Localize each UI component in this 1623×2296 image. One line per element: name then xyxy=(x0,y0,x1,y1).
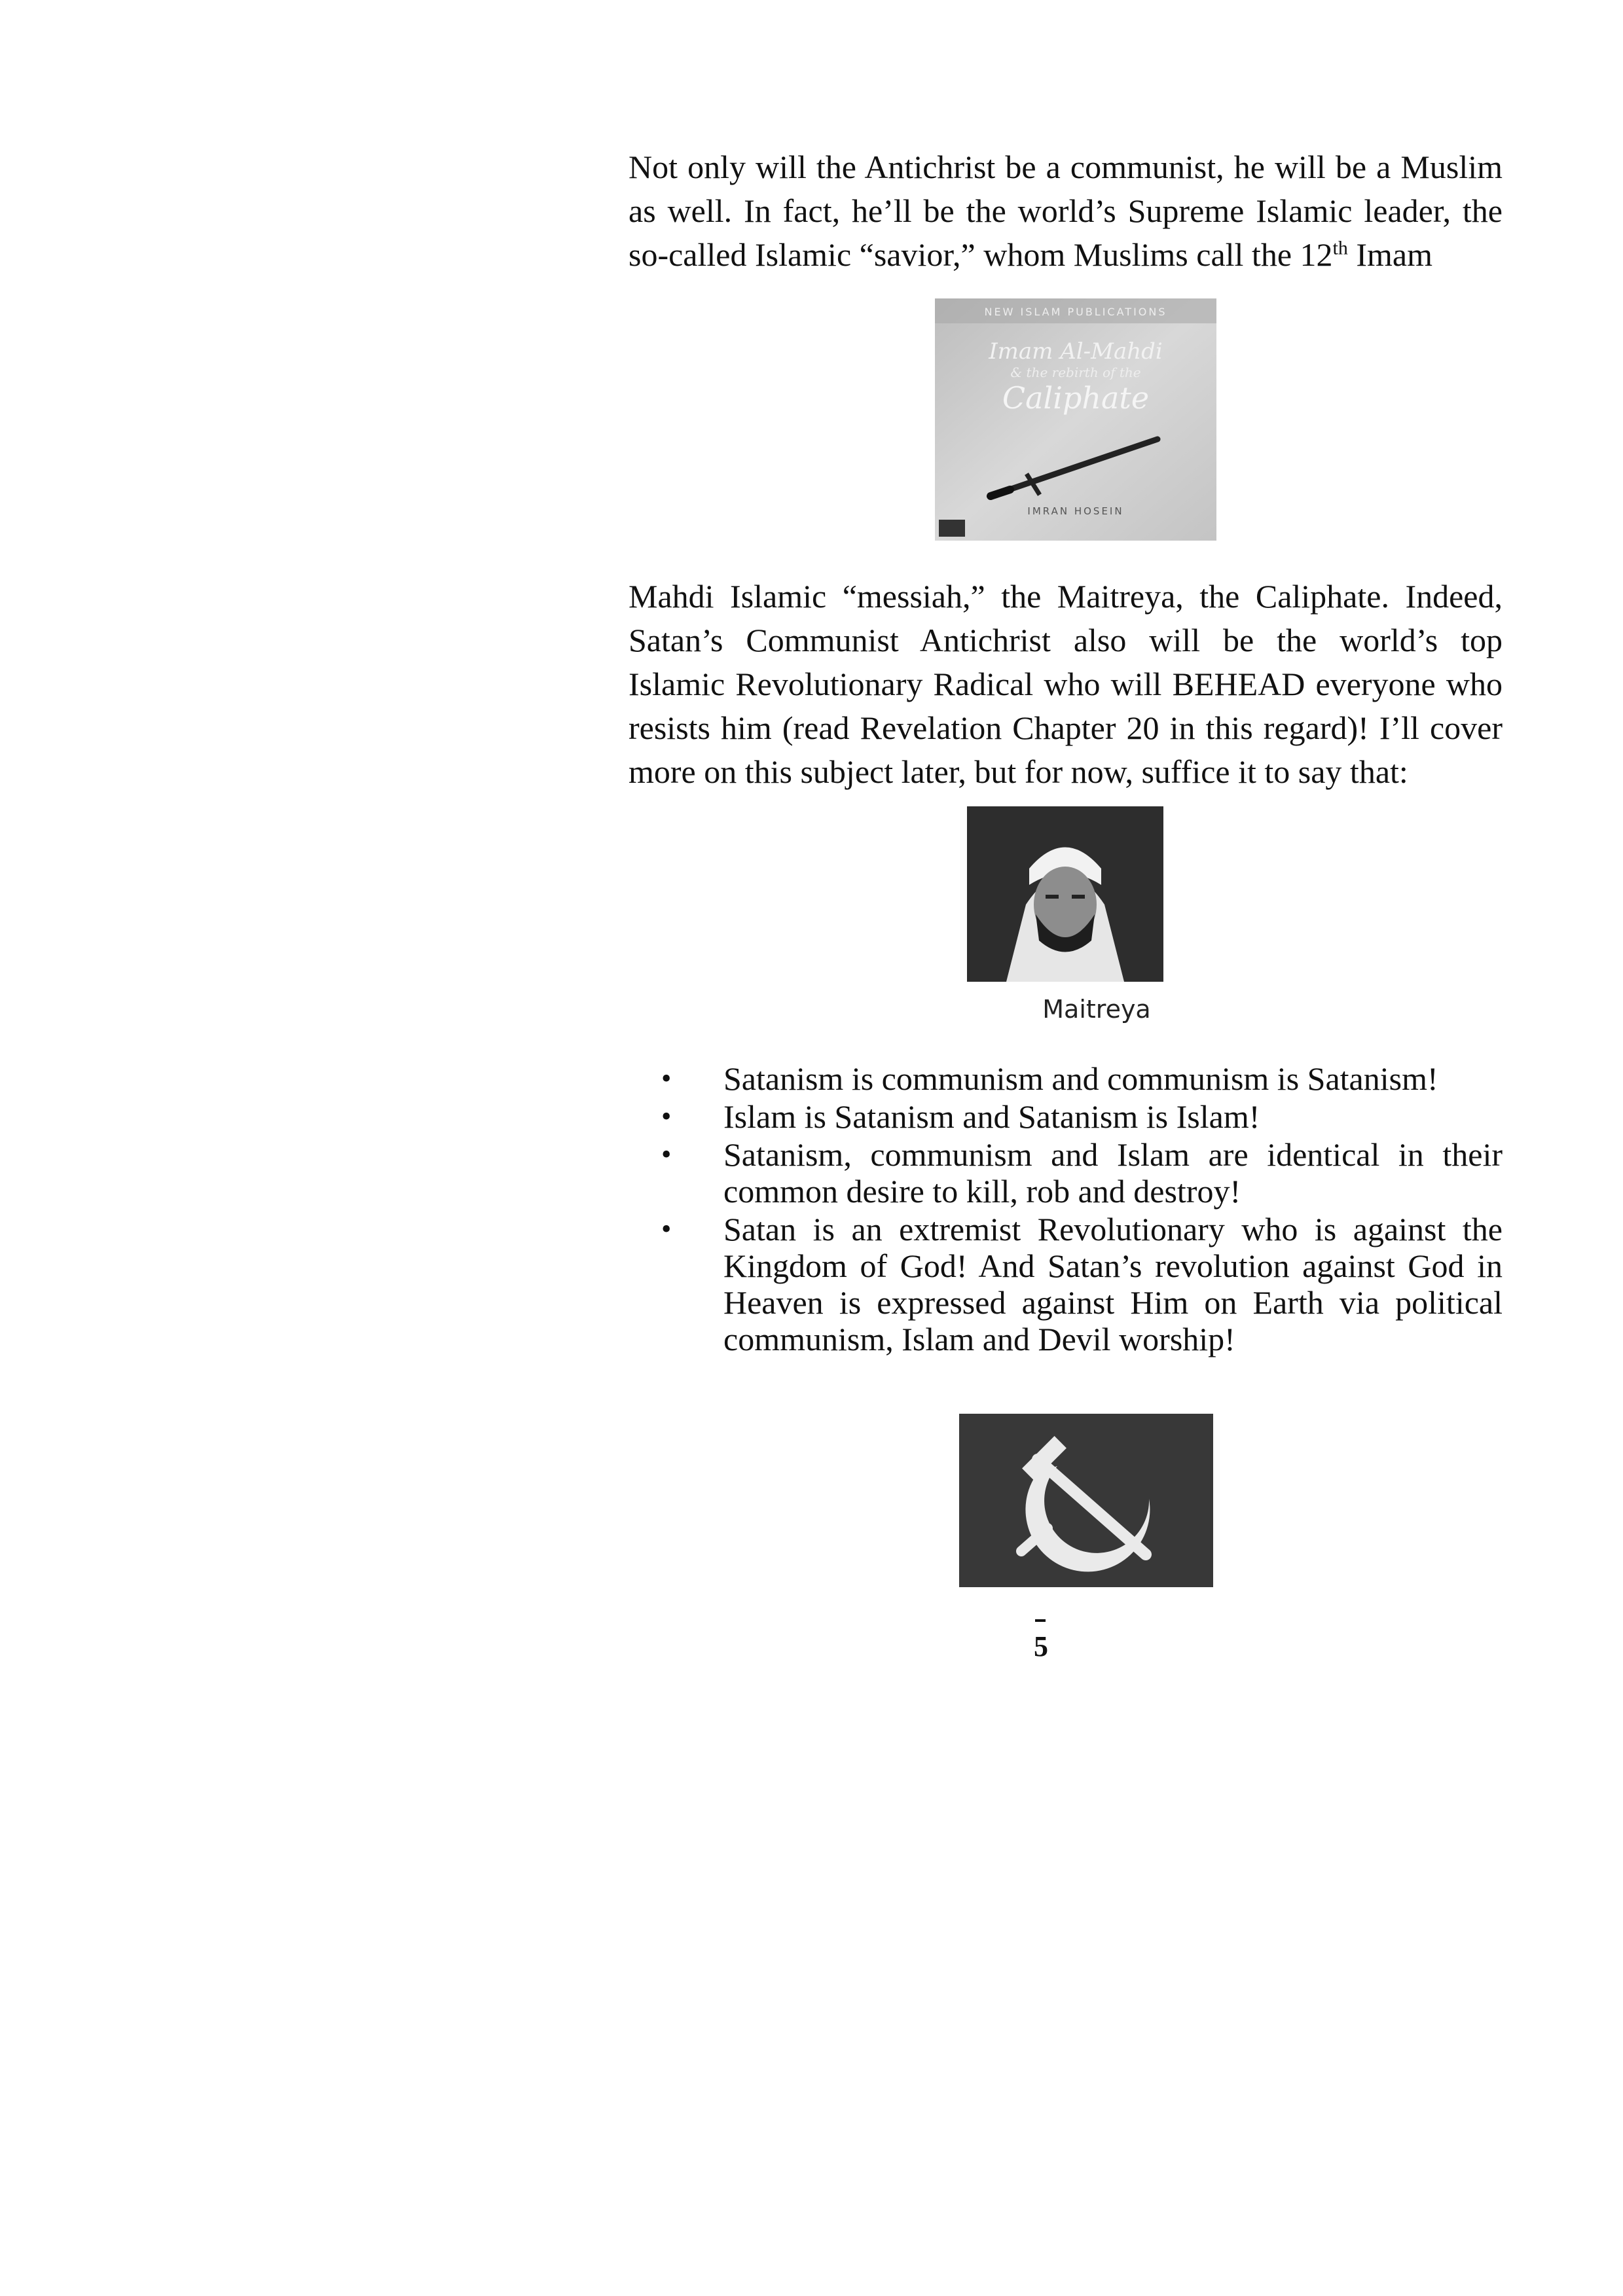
body-line-2: Satan’s Communist Antichrist also will be the world’s top xyxy=(629,622,1503,658)
bullet-marker: • xyxy=(661,1213,672,1245)
bullet-marker: • xyxy=(661,1138,672,1170)
body-line-5: more on this subject later, but for now, suffice it to say that: xyxy=(629,753,1408,790)
page-number xyxy=(1021,1630,1061,1663)
body-paragraph xyxy=(629,575,1503,794)
cover-title-1: Imam Al-Mahdi xyxy=(989,338,1163,365)
list-item-line: Kingdom of God! And Satan’s revolution against God in xyxy=(723,1247,1503,1284)
list-item-line: common desire to kill, rob and destroy! xyxy=(723,1173,1241,1210)
intro-line-1: Not only will the Antichrist be a communist, he will be a Muslim xyxy=(629,149,1503,185)
list-item-line: Satan is an extremist Revolutionary who is against the xyxy=(723,1211,1503,1247)
intro-line-3-text: so-called Islamic “savior,” whom Muslims call the 12 xyxy=(629,236,1333,273)
cover-series: NEW ISLAM PUBLICATIONS xyxy=(984,306,1167,318)
list-item xyxy=(661,1098,1503,1135)
hammer-sickle-image xyxy=(959,1414,1213,1587)
hammer-sickle-icon xyxy=(959,1414,1213,1587)
list-item-line: communism, Islam and Devil worship! xyxy=(723,1321,1235,1357)
list-item xyxy=(661,1136,1503,1210)
cover-title-2: & the rebirth of the xyxy=(1010,365,1141,380)
portrait-art xyxy=(967,806,1163,982)
book-cover-art xyxy=(935,298,1216,541)
body-line-3: Islamic Revolutionary Radical who will BEHEAD everyone who xyxy=(629,666,1503,702)
body-line-1: Mahdi Islamic “messiah,” the Maitreya, the Caliphate. Indeed, xyxy=(629,578,1503,615)
intro-paragraph xyxy=(629,145,1503,277)
bullet-list xyxy=(661,1060,1503,1359)
page-number-bar xyxy=(1035,1619,1046,1622)
list-item-line: Islam is Satanism and Satanism is Islam! xyxy=(723,1098,1260,1135)
list-item-line: Satanism, communism and Islam are identical in their xyxy=(723,1136,1503,1173)
page-number-text: 5 xyxy=(1034,1630,1048,1662)
cover-title-3: Caliphate xyxy=(1002,380,1150,416)
list-item-line: Heaven is expressed against Him on Earth via political xyxy=(723,1284,1503,1321)
bullet-marker: • xyxy=(661,1062,672,1094)
body-line-4: resists him (read Revelation Chapter 20 in this regard)! I’ll cover xyxy=(629,709,1503,746)
cover-author: IMRAN HOSEIN xyxy=(1027,505,1124,517)
list-item xyxy=(661,1060,1503,1097)
list-item xyxy=(661,1211,1503,1357)
maitreya-photo xyxy=(967,806,1163,982)
book-cover-image xyxy=(935,298,1216,541)
list-item-line: Satanism is communism and communism is Satanism! xyxy=(723,1060,1438,1097)
intro-line-3-tail: Imam xyxy=(1347,236,1432,273)
bullet-marker: • xyxy=(661,1100,672,1132)
intro-line-2: as well. In fact, he’ll be the world’s Supreme Islamic leader, the xyxy=(629,192,1503,229)
intro-line-3 xyxy=(629,233,1503,277)
photo-caption: Maitreya xyxy=(1042,995,1151,1024)
ordinal-suffix: th xyxy=(1332,237,1348,259)
